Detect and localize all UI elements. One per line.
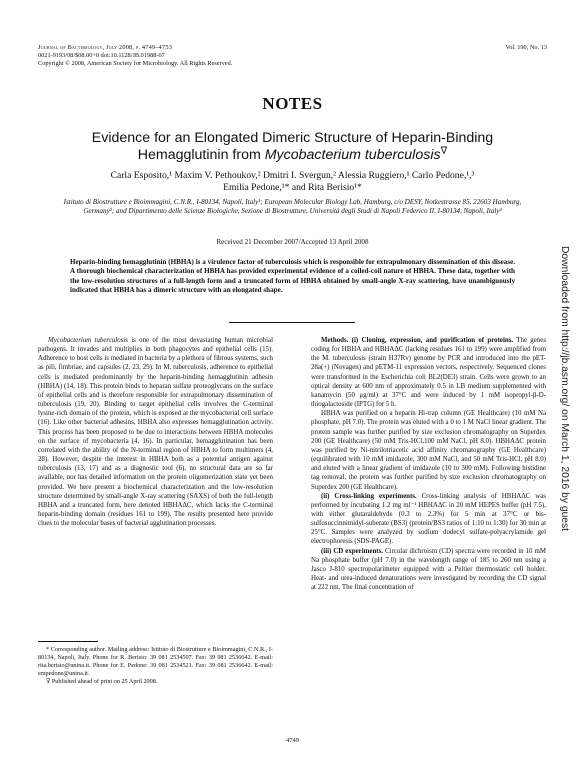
received-dates: Received 21 December 2007/Accepted 13 April 2008 <box>216 238 369 246</box>
corresponding-author-note: * Corresponding author. Mailing address: Istituto di Biostrutture e Bioimmagini, C.N.R., I-80134, Napoli, Italy. Phone for R. Berisio: 39 081 2534507. Fax: 39 081 2536642. E-mail: rita.berisio@unina.it. Phone for E. Pedone: 39 081 2534521. Fax: 39 081 2536642. E-mail: empedone@unina.it. <box>38 646 273 677</box>
cd-heading: (iii) CD experiments. <box>321 547 383 555</box>
section-heading: NOTES <box>262 94 323 113</box>
issn-doi: 0021-9193/08/$08.00+0 doi:10.1128/JB.01988-07 <box>38 52 165 60</box>
affiliations: Istituto di Biostrutture e Bioimmagini, C.N.R., I-80134, Napoli, Italy¹; European Molecular Biology Lab, Hamburg, c/o DESY, Notkestrasse 85, 22603 Hamburg, Germany²; and Dipartimento delle Scienze Biologiche, Sezione di Biostrutture, Università degli Studi di Napoli Federico II, I-80134, Napoli, Italy³ <box>63 198 522 216</box>
abstract-divider <box>229 322 355 323</box>
methods-paragraph-1 <box>311 336 546 409</box>
intro-paragraph <box>38 336 273 528</box>
journal-header <box>38 44 398 69</box>
intro-organism: Mycobacterium tuberculosis <box>48 337 128 344</box>
article-title <box>60 130 525 164</box>
title-footnote-mark: ∇ <box>440 145 448 157</box>
crosslinking-text: Cross-linking analysis of HBHAΔC was performed by incubating 1.2 mg ml⁻¹ HBHAΔC in 20 mM HEPES buffer (pH 7.5), with either glutaraldehyde (0.3 to 2.3%) for 5 min at 37°C or bis-sulfosuccinnimidyl-suberate (BS3) (protein/BS3 ratios of 1:10 to 1:30) for 30 min at 25°C. Samples were analyzed by sodium dodecyl sulfate-polyacrylamide gel electrophoresis (SDS-PAGE). <box>311 492 546 546</box>
title-line-1: Evidence for an Elongated Dimeric Structure of Heparin-Binding <box>91 130 494 146</box>
cd-paragraph <box>311 547 546 593</box>
page-number: 4749 <box>286 737 299 744</box>
left-column <box>38 336 273 528</box>
methods-heading: Methods. (i) Cloning, expression, and purification of proteins. <box>321 337 514 344</box>
right-column <box>311 336 546 592</box>
authors-line-1: Carla Esposito,¹ Maxim V. Pethoukov,² Dmitri I. Svergun,² Alessia Ruggiero,¹ Carlo Pedone,¹,³ <box>110 170 475 181</box>
footnotes <box>38 646 273 686</box>
copyright: Copyright © 2008, American Society for Microbiology. All Rights Reserved. <box>38 60 233 68</box>
title-line-2 <box>60 147 525 164</box>
published-ahead-note: ∇ Published ahead of print on 25 April 2008. <box>46 677 158 685</box>
journal-citation: Journal of Bacteriology, July 2008, p. 4749–4753 <box>38 44 173 51</box>
crosslinking-paragraph <box>311 492 546 547</box>
volume-issue: Vol. 190, No. 13 <box>505 44 547 51</box>
cd-text: Circular dichroism (CD) spectra were recorded in 10 mM Na phosphate buffer (pH 7.0) in the wavelength range of 185 to 260 nm using a Jasco J-810 spectropolarimeter equipped with a Peltier thermostatic cell holder. Heat- and urea-induced denaturations were investigated by recording the CD signal at 222 nm. The final concentration of <box>311 547 546 592</box>
abstract: Heparin-binding hemagglutinin (HBHA) is a virulence factor of tuberculosis which is responsible for extrapulmonary dissemination of this disease. A thorough biochemical characterization of HBHA has provided experimental evidence of a coiled-coil nature of HBHA. These data, together with the low-resolution structures of a full-length form and a truncated form of HBHA obtained by small-angle X-ray scattering, have unambiguously indicated that HBHA has a dimeric structure with an elongated shape. <box>70 258 515 294</box>
intro-text: is one of the most devastating human microbial pathogens. It invades and multiplies in both phagocytes and epithelial cells (15). Adherence to host cells is mediated in bacteria by a plethora of fibrous systems, such as pili, fimbriae, and capsules (2, 23, 29). In M. tuberculosis, adherence to epithelial cells is mediated predominantly by the heparin-binding hemagglutinin adhesin (HBHA) (14, 18). This protein binds to heparan sulfate proteoglycans on the surface of epithelial cells and is therefore responsible for extrapulmonary dissemination of tuberculosis (19, 20). Binding to target epithelial cells involves the C-terminal lysine-rich domain of the protein, which is exposed at the mycobacterial cell surface (16). Like other bacterial adhesins, HBHA also expresses hemagglutination activity. This process has been proposed to be due to interactions between HBHA molecules on the surface of mycobacteria (4, 16). In particular, hemagglutination has been correlated with the ability of the N-terminal region of HBHA to form multimers (4, 28). However, despite the interest in HBHA both as a potential antigen against tuberculosis (13, 17) and as a diagnostic tool (6), no structural data are so far available, nor has detailed information on the protein oligomerization state yet been provided. We here present a biochemical characterization and the low-resolution structure determined by small-angle X-ray scattering (SAXS) of both the full-length HBHA and a truncated form, here denoted HBHAΔC, which lacks the C-terminal heparin-binding domain (residues 161 to 199). The results presented here provide clues to the molecular bases of bacterial agglutination processes. <box>38 337 273 528</box>
download-watermark-text: Downloaded from http://jb.asm.org/ on March 1, 2016 by guest <box>559 246 570 532</box>
author-list <box>70 170 515 194</box>
methods-text-1: The genes coding for HBHA and HBHAΔC (lacking residues 161 to 199) were amplified from the M. tuberculosis (strain H37Rv) genome by PCR and introduced into the pET-28a(+) (Novagen) and pETM-11 expression vectors, respectively. Sequenced clones were transformed in the Escherichia coli BL2(DE3) strain. Cells were grown to an optical density at 600 nm of approximately 0.5 in LB medium supplemented with kanamycin (50 μg/ml) at 37°C and were induced by 1 mM isopropyl-β-D-thiogalactoside (IPTG) for 5 h. <box>311 337 546 409</box>
title-line-2-text: Hemagglutinin from <box>137 147 265 163</box>
authors-line-2: Emilia Pedone,¹* and Rita Berisio¹* <box>223 182 362 193</box>
title-organism: Mycobacterium tuberculosis <box>264 147 441 163</box>
footnote-rule <box>38 641 98 642</box>
methods-text-2: HBHA was purified on a heparin Hi-trap column (GE Healthcare) (10 mM Na phosphate, pH 7.0). The protein was eluted with a 0 to 1 M NaCl linear gradient. The protein sample was further purified by size exclusion chromatography on Superdex 200 (GE Healthcare) (50 mM Tris-HCl,100 mM NaCl, pH 8.0). HBHAΔC protein was purified by Ni-nitrilotriacetic acid affinity chromatography (GE Healthcare) (equilibrated with 10 mM imidazole, 300 mM NaCl, and 50 mM Tris-HCl, pH 8.0) and eluted with a linear gradient of imidazole (10 to 300 mM). Following histidine tag removal, the protein was further purified by size exclusion chromatography on Superdex 200 (GE Healthcare). <box>311 410 546 491</box>
download-watermark <box>559 246 584 532</box>
methods-paragraph-2 <box>311 409 546 491</box>
crosslinking-heading: (ii) Cross-linking experiments. <box>321 492 417 500</box>
